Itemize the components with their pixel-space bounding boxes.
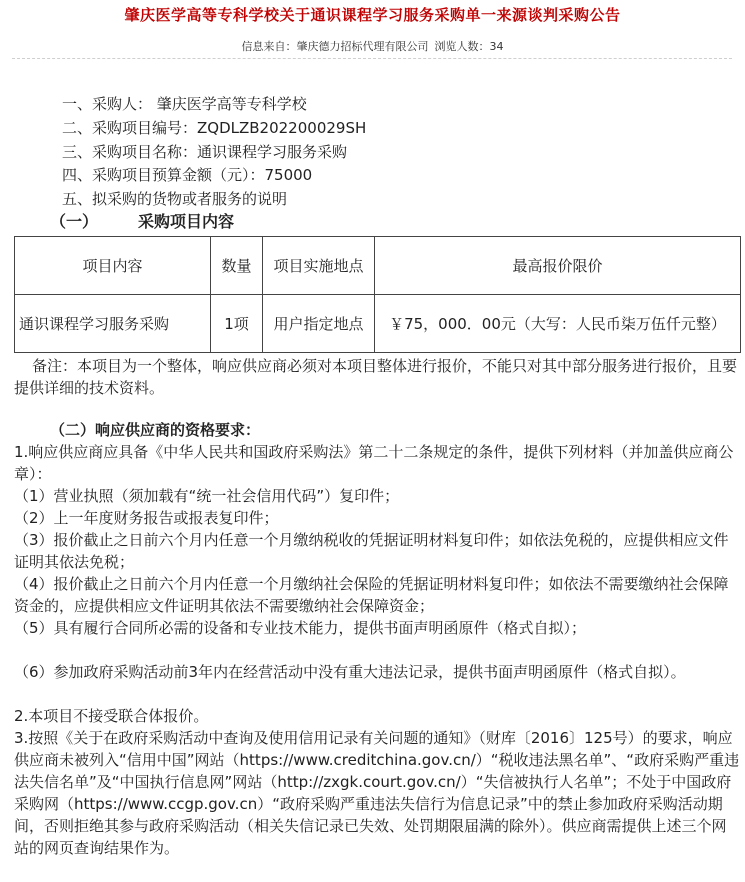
table-header-cell: 项目内容 [15, 237, 211, 295]
info-meta [0, 38, 745, 54]
page-title: 肇庆医学高等专科学校关于通识课程学习服务采购单一来源谈判采购公告 [124, 6, 621, 24]
requirement-1-item: （4）报价截止之日前六个月内任意一个月缴纳社会保险的凭据证明材料复印件；如依法不需要缴纳社会保障资金的，应提供相应文件证明其依法不需要缴纳社会保障资金； [14, 575, 729, 615]
requirement-1-item: （6）参加政府采购活动前3年内在经营活动中没有重大违法记录，提供书面声明函原件（格式自拟）。 [14, 663, 686, 681]
section-project-name: 三、采购项目名称：通识课程学习服务采购 [62, 143, 348, 161]
table-header-row [15, 237, 741, 295]
section-project-number: 二、采购项目编号：ZQDLZB202200029SH [62, 119, 367, 137]
sub-heading-number: （一） [50, 212, 99, 231]
table-cell-location: 用户指定地点 [263, 295, 375, 353]
section-goods-description: 五、拟采购的货物或者服务的说明 [62, 190, 288, 208]
source-value: 肇庆德力招标代理有限公司 [296, 40, 429, 53]
sub-heading-project-content [14, 211, 745, 233]
views-label: 浏览人数： [434, 40, 490, 53]
table-cell-price-limit: ￥75，000．00元（大写：人民币柒万伍仟元整） [375, 295, 741, 353]
table-header-cell: 项目实施地点 [263, 237, 375, 295]
remark-note: 备注：本项目为一个整体，响应供应商必须对本项目整体进行报价，不能只对其中部分服务进行报价，且要提供详细的技术资料。 [14, 357, 738, 397]
table-cell-content: 通识课程学习服务采购 [15, 295, 211, 353]
section-budget: 四、采购项目预算金额（元）：75000 [62, 166, 313, 184]
requirement-1-intro: 1.响应供应商应具备《中华人民共和国政府采购法》第二十二条规定的条件，提供下列材料（并加盖供应商公章）： [14, 443, 734, 483]
table-row [15, 295, 741, 353]
table-cell-quantity: 1项 [211, 295, 263, 353]
views-count: 34 [489, 40, 504, 53]
section-purchaser: 一、采购人： 肇庆医学高等专科学校 [62, 95, 307, 113]
project-table [14, 236, 741, 353]
requirement-1-item: （3）报价截止之日前六个月内任意一个月缴纳税收的凭据证明材料复印件；如依法免税的，应提供相应文件证明其依法免税； [14, 531, 729, 571]
header-divider [12, 58, 732, 59]
table-header-cell: 数量 [211, 237, 263, 295]
requirement-1-item: （5）具有履行合同所必需的设备和专业技术能力，提供书面声明函原件（格式自拟）； [14, 619, 587, 637]
requirement-1-item: （2）上一年度财务报告或报表复印件； [14, 509, 279, 527]
sub-heading-qualification: （二）响应供应商的资格要求： [50, 421, 261, 439]
requirement-3: 3.按照《关于在政府采购活动中查询及使用信用记录有关问题的通知》（财库〔2016〕125号）的要求，响应供应商未被列入“信用中国”网站（https://www.creditchina.gov.cn/）“税收违法黑名单”、“政府采购严重违法失信名单”及“中国执行信息网”网站（http://zxgk.court.gov.cn/）“失信被执行人名单”；不处于中国政府采购网（https://www.ccgp.gov.cn）“政府采购严重违法失信行为信息记录”中的禁止参加政府采购活动期间，否则拒绝其参与政府采购活动（相关失信记录已失效、处罚期限届满的除外）。供应商需提供上述三个网站的网页查询结果作为。 [14, 729, 740, 857]
sub-heading-text: 采购项目内容 [138, 212, 235, 231]
table-header-cell: 最高报价限价 [375, 237, 741, 295]
requirement-1-item: （1）营业执照（须加载有“统一社会信用代码”）复印件； [14, 487, 400, 505]
source-label: 信息来自： [241, 40, 297, 53]
requirement-2: 2.本项目不接受联合体报价。 [14, 707, 209, 725]
